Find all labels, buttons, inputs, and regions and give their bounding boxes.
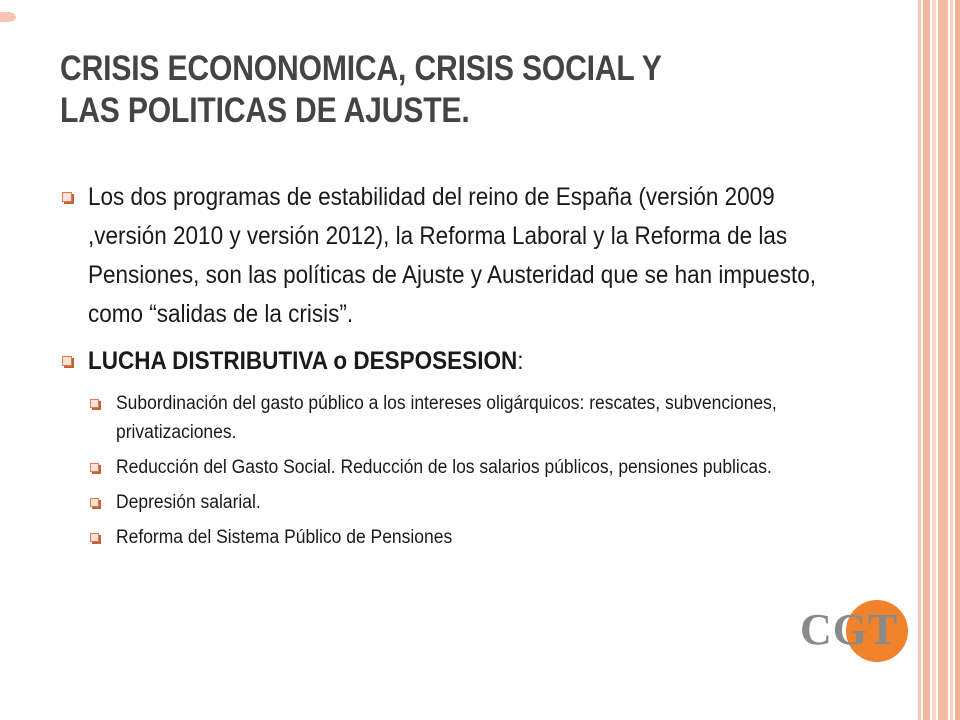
sub-bullet-item: [88, 389, 900, 447]
decorative-stripe: [932, 0, 936, 720]
square-bullet-icon: [90, 533, 99, 542]
square-bullet-icon: [90, 498, 99, 507]
bullet-text: Los dos programas de estabilidad del reino de España (versión 2009 ,versión 2010 y versión 2012), la Reforma Laboral y la Reforma de las Pensiones, son las políticas de Ajuste y Austeridad que se han impuesto, como “salidas de la crisis”.: [88, 183, 816, 328]
square-bullet-icon: [62, 192, 72, 202]
decorative-stripe: [923, 0, 930, 720]
decorative-stripe: [955, 0, 960, 720]
logo-text: CGT: [800, 605, 899, 654]
bullet-heading-suffix: :: [517, 347, 524, 375]
sub-bullet-item: [88, 453, 900, 482]
square-bullet-icon: [62, 356, 72, 366]
sub-bullet-item: [88, 488, 900, 517]
sub-bullet-text: Depresión salarial.: [116, 492, 261, 513]
square-bullet-icon: [90, 399, 99, 408]
decorative-stripe: [950, 0, 953, 720]
sub-bullet-text: Reforma del Sistema Público de Pensiones: [116, 527, 453, 548]
title-marker: [0, 12, 16, 22]
cgt-logo: [796, 600, 916, 660]
bullet-heading-bold: LUCHA DISTRIBUTIVA o DESPOSESION: [88, 347, 518, 375]
bullet-heading: [88, 342, 817, 381]
sub-bullet-text: Subordinación del gasto público a los intereses oligárquicos: rescates, subvenciones, privatizaciones.: [116, 393, 777, 443]
bullet-item: [60, 342, 900, 381]
slide-body: [60, 178, 900, 558]
sub-bullet-text: Reducción del Gasto Social. Reducción de los salarios públicos, pensiones publicas.: [116, 457, 772, 478]
bullet-item: [60, 178, 900, 334]
decorative-stripe: [938, 0, 948, 720]
decorative-stripe: [918, 0, 921, 720]
sub-bullet-item: [88, 523, 900, 552]
slide-title: CRISIS ECONONOMICA, CRISIS SOCIAL Y LAS POLITICAS DE AJUSTE.: [60, 49, 662, 130]
square-bullet-icon: [90, 463, 99, 472]
